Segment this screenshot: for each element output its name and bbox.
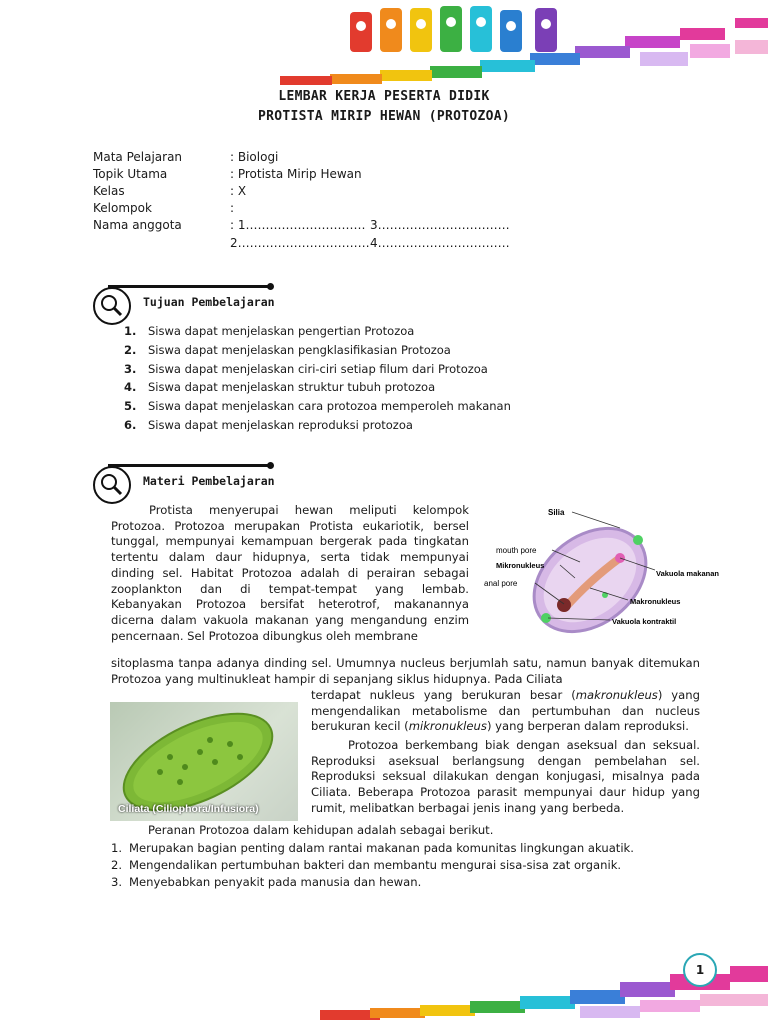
- section-divider-dot: [267, 462, 274, 469]
- info-row-class: [93, 183, 513, 200]
- label-mouth-pore: mouth pore: [496, 546, 537, 555]
- color-strips-bottom: [0, 960, 768, 1024]
- pencil-banner-top: [0, 0, 768, 95]
- section-divider-dot: [267, 283, 274, 290]
- info-value: : X: [230, 184, 247, 198]
- label-vakuola-kontraktil: Vakuola kontraktil: [612, 617, 677, 626]
- goals-list: [124, 322, 644, 435]
- list-item: 1. Merupakan bagian penting dalam rantai makanan pada komunitas lingkungan akuatik.: [111, 841, 634, 855]
- paramecium-diagram: [480, 500, 730, 652]
- info-value: : Protista Mirip Hewan: [230, 167, 362, 181]
- info-row-members: [93, 217, 513, 234]
- info-row-subject: [93, 149, 513, 166]
- roles-intro: Peranan Protozoa dalam kehidupan adalah sebagai berikut.: [148, 823, 494, 837]
- label-makronukleus: Makronukleus: [630, 597, 681, 606]
- info-value: 3……………………………: [370, 218, 510, 232]
- info-value: 4……………………………: [370, 236, 510, 250]
- worksheet-subtitle: PROTISTA MIRIP HEWAN (PROTOZOA): [258, 109, 510, 124]
- info-label: Kelas: [93, 184, 125, 198]
- ciliata-photo: [110, 702, 298, 821]
- info-row-members-2: [93, 235, 513, 252]
- info-value: :: [230, 201, 235, 215]
- pencil-characters-icon: [350, 6, 557, 52]
- info-row-topic: [93, 166, 513, 183]
- info-label: Kelompok: [93, 201, 152, 215]
- material-paragraph-4: Protozoa berkembang biak dengan aseksual dan seksual. Reproduksi aseksual berlangsung dengan pembelahan sel. Reproduksi seksual dilakukan dengan konjugasi, misalnya pada Ciliata. Beberapa Protozoa parasit mempunyai daur hidup yang rumit, melibatkan berbagai jenis inang yang berbeda.: [311, 738, 700, 815]
- magnifier-icon: [93, 466, 131, 504]
- list-item: 2. Siswa dapat menjelaskan pengklasifikasian Protozoa: [124, 342, 451, 357]
- magnifier-icon: [93, 287, 131, 325]
- list-item: 1. Siswa dapat menjelaskan pengertian Protozoa: [124, 324, 415, 338]
- page-number: 1: [683, 953, 717, 987]
- label-mikronukleus: Mikronukleus: [496, 561, 545, 570]
- roles-list: [111, 840, 711, 891]
- material-paragraph-1: Protista menyerupai hewan meliputi kelompok Protozoa. Protozoa merupakan Protista eukariotik, bersel tunggal, mempunyai kemampuan bergerak pada tingkatan tertentu dalam daur hidupnya, serta tidak mempunyai dinding sel. Habitat Protozoa adalah di perairan sebagai zooplankton dan di tempat-tempat yang lembab. Kebanyakan Protozoa bersifat heterotrof, makanannya dicerna dalam vakuola makanan yang mengandung enzim pencernaan. Sel Protozoa dibungkus oleh membrane: [111, 503, 469, 643]
- goals-title: Tujuan Pembelajaran: [143, 295, 275, 309]
- material-title: Materi Pembelajaran: [143, 474, 275, 488]
- info-label: Nama anggota: [93, 218, 182, 232]
- label-vakuola-makanan: Vakuola makanan: [656, 569, 719, 578]
- material-paragraph-3: terdapat nukleus yang berukuran besar (makronukleus) yang mengendalikan metabolisme dan pertumbuhan dan nucleus berukuran kecil (mikronukleus) yang berperan dalam reproduksi.: [311, 688, 700, 734]
- photo-caption: Ciliata (Ciliophora/Infusiora): [118, 803, 259, 815]
- info-row-group: [93, 200, 513, 217]
- list-item: 2. Mengendalikan pertumbuhan bakteri dan membantu mengurai sisa-sisa zat organik.: [111, 858, 622, 872]
- list-item: 6. Siswa dapat menjelaskan reproduksi protozoa: [124, 417, 413, 432]
- info-label: Topik Utama: [93, 167, 168, 181]
- label-silia: Silia: [548, 508, 565, 517]
- section-divider: [108, 464, 270, 467]
- list-item: 3. Menyebabkan penyakit pada manusia dan hewan.: [111, 875, 422, 889]
- section-divider: [108, 285, 270, 288]
- info-value: : Biologi: [230, 150, 279, 164]
- list-item: 4. Siswa dapat menjelaskan struktur tubuh protozoa: [124, 380, 436, 395]
- worksheet-title: LEMBAR KERJA PESERTA DIDIK: [278, 89, 490, 104]
- label-anal-pore: anal pore: [484, 579, 518, 588]
- list-item: 3. Siswa dapat menjelaskan ciri-ciri setiap filum dari Protozoa: [124, 361, 488, 376]
- info-label: Mata Pelajaran: [93, 150, 183, 164]
- info-value: 2……………………………: [230, 236, 370, 250]
- material-paragraph-2: sitoplasma tanpa adanya dinding sel. Umumnya nucleus berjumlah satu, namun banyak ditemukan Protozoa yang multinukleat hampir di sepanjang siklus hidupnya. Pada Ciliata: [111, 656, 700, 686]
- info-value: : 1…………………………: [230, 218, 366, 232]
- list-item: 5. Siswa dapat menjelaskan cara protozoa memperoleh makanan: [124, 399, 511, 414]
